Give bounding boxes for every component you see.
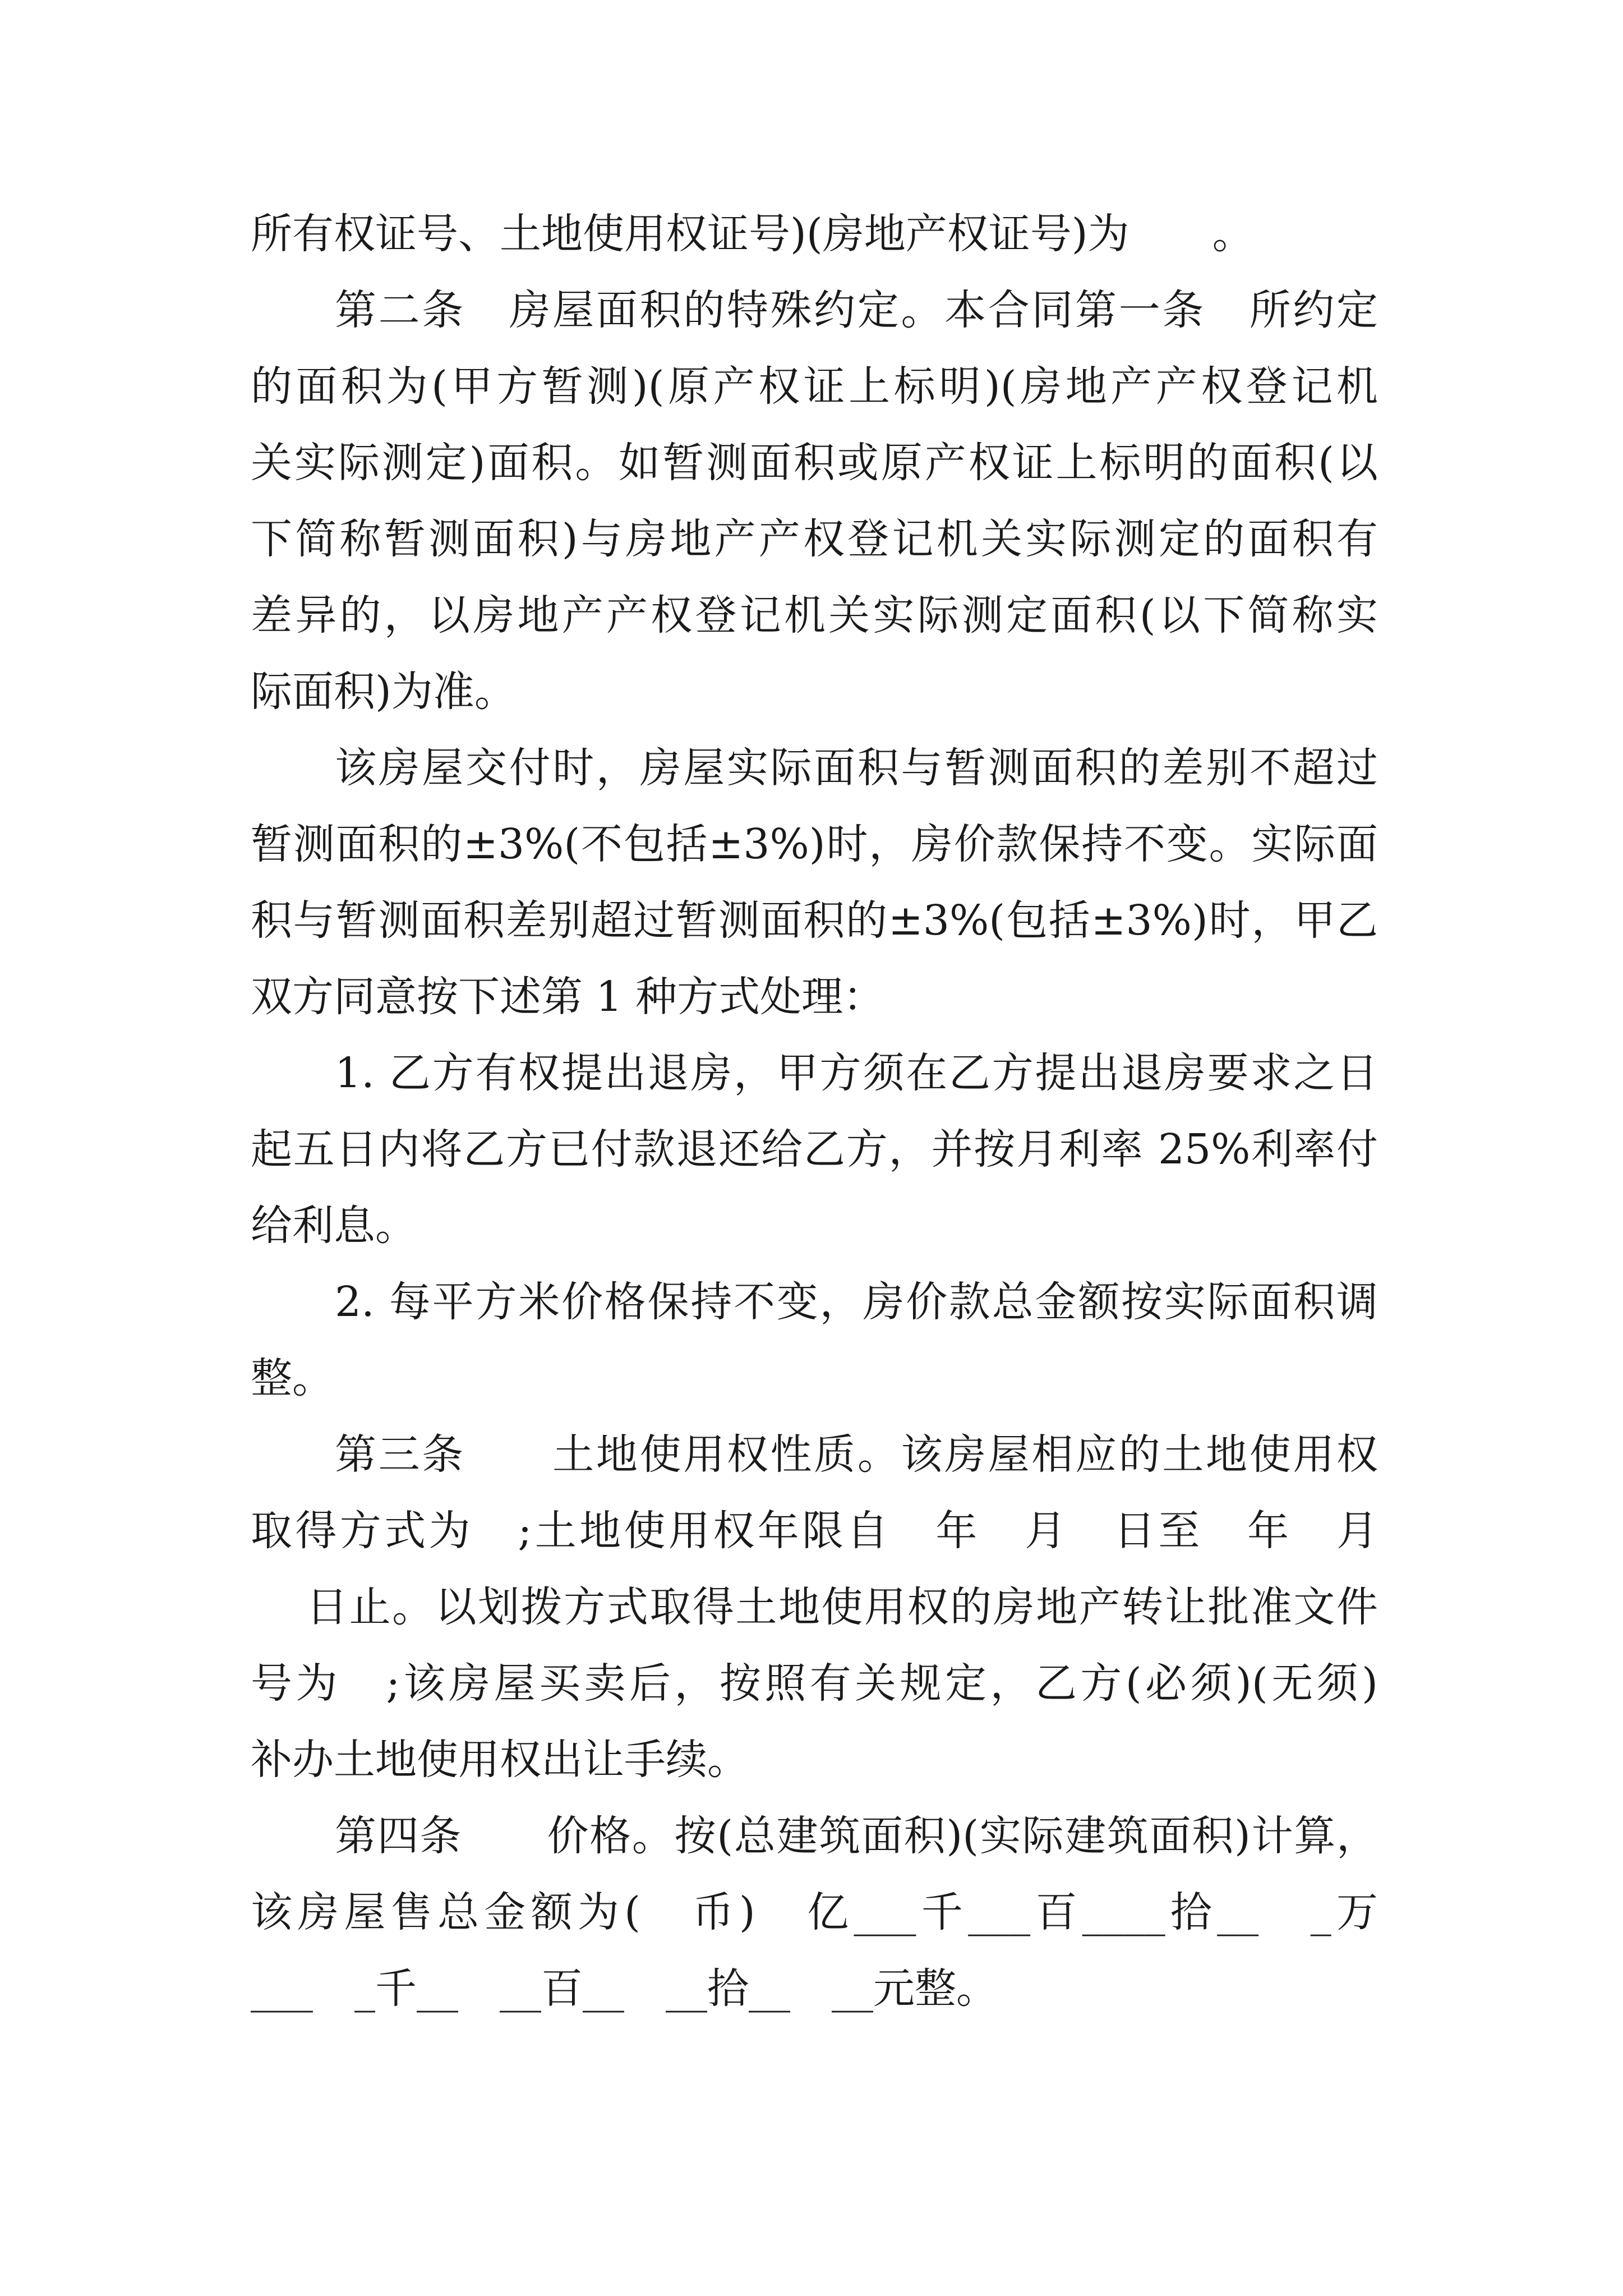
text-line: 取得方式为 ;土地使用权年限自 年 月 日至 年 月 [251, 1507, 1378, 1555]
text-line: 给利息。 [251, 1202, 417, 1250]
text-line: 关实际测定)面积。如暂测面积或原产权证上标明的面积(以 [251, 439, 1378, 487]
text-line: 暂测面积的±3%(不包括±3%)时，房价款保持不变。实际面 [251, 820, 1378, 868]
text-line: 补办土地使用权出让手续。 [251, 1736, 749, 1784]
text-line: 际面积)为准。 [251, 668, 516, 716]
article-4-heading-line: 第四条 价格。按(总建筑面积)(实际建筑面积)计算， [335, 1812, 1378, 1860]
list-item-2-line: 2. 每平方米价格保持不变，房价款总金额按实际面积调 [335, 1278, 1378, 1326]
text-line: 的面积为(甲方暂测)(原产权证上标明)(房地产产权登记机 [251, 362, 1378, 411]
list-item-1-line: 1. 乙方有权提出退房，甲方须在乙方提出退房要求之日 [335, 1049, 1378, 1097]
text-line: 起五日内将乙方已付款退还给乙方，并按月利率 25%利率付 [251, 1125, 1378, 1174]
text-line: 双方同意按下述第 1 种方式处理： [251, 973, 885, 1021]
article-2-heading-line: 第二条 房屋面积的特殊约定。本合同第一条 所约定 [335, 286, 1378, 334]
text-line: 积与暂测面积差别超过暂测面积的±3%(包括±3%)时，甲乙 [251, 896, 1378, 945]
text-line: 所有权证号、土地使用权证号)(房地产权证号)为 。 [251, 210, 1254, 258]
article-3-heading-line: 第三条 土地使用权性质。该房屋相应的土地使用权 [335, 1430, 1378, 1479]
text-line: ___ _千__ __百__ __拾__ __元整。 [251, 1964, 998, 2013]
text-line: 差异的，以房地产产权登记机关实际测定面积(以下简称实 [251, 591, 1378, 639]
text-line: 该房屋售总金额为( 币) 亿___千___百____拾__ _万 [251, 1888, 1378, 1936]
text-line: 日止。以划拨方式取得土地使用权的房地产转让批准文件 [292, 1583, 1378, 1631]
paragraph-start-line: 该房屋交付时，房屋实际面积与暂测面积的差别不超过 [335, 744, 1378, 792]
text-line: 整。 [251, 1354, 334, 1402]
text-line: 下简称暂测面积)与房地产产权登记机关实际测定的面积有 [251, 515, 1378, 563]
text-line: 号为 ;该房屋买卖后，按照有关规定，乙方(必须)(无须) [251, 1659, 1378, 1708]
